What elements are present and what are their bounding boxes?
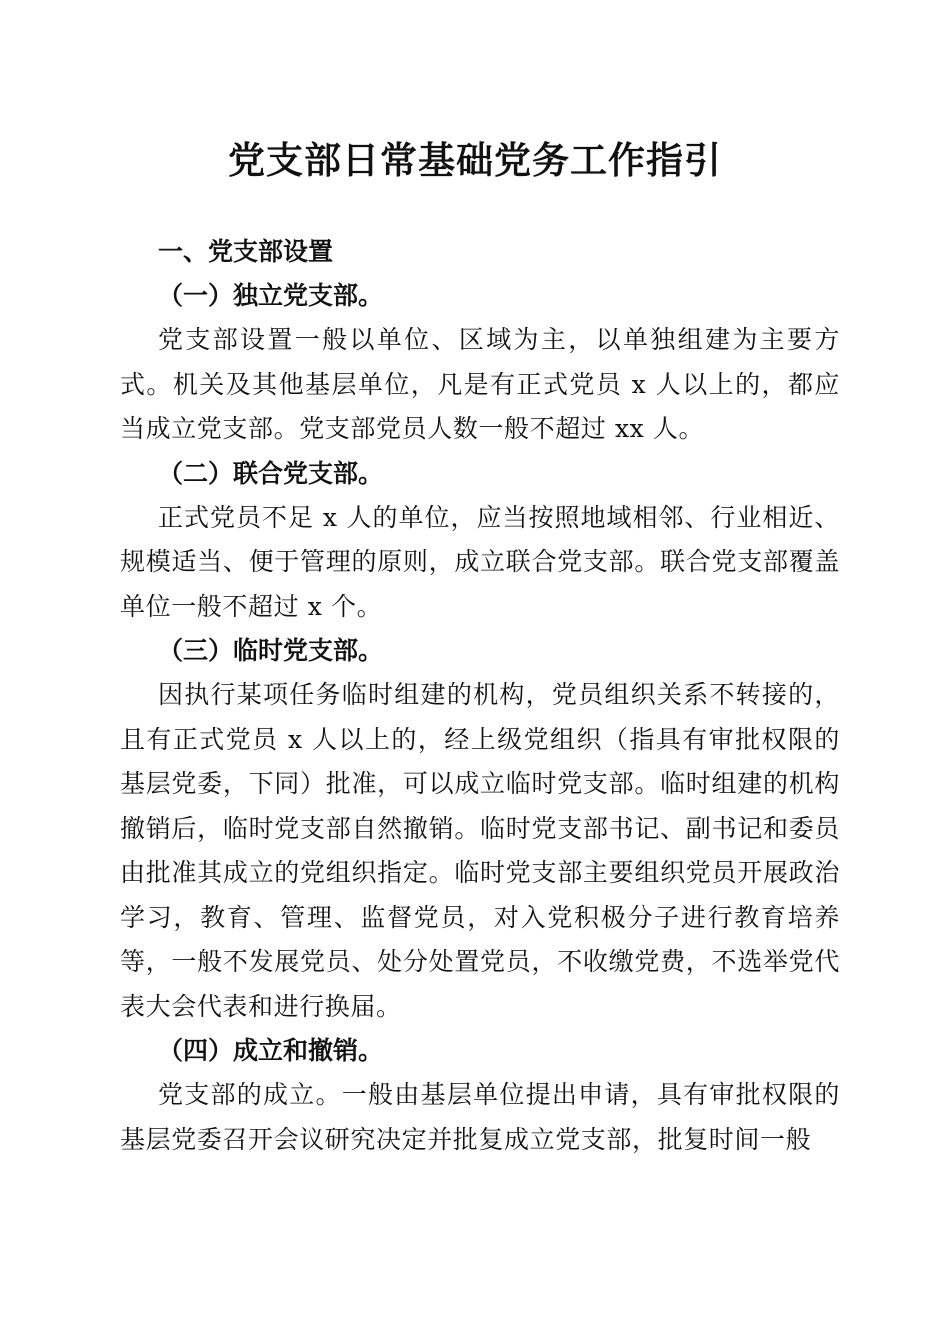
- paragraph-1: 党支部设置一般以单位、区域为主，以单独组建为主要方式。机关及其他基层单位，凡是有正式党员 x 人以上的，都应当成立党支部。党支部党员人数一般不超过 xx 人。: [120, 325, 840, 443]
- paragraph-3: 因执行某项任务临时组建的机构，党员组织关系不转接的，且有正式党员 x 人以上的，经上级党组织（指具有审批权限的基层党委，下同）批准，可以成立临时党支部。临时组建的机构撤销后，临时党支部自然撤销。临时党支部书记、副书记和委员由批准其成立的党组织指定。临时党支部主要组织党员开展政治学习，教育、管理、监督党员，对入党积极分子进行教育培养等，一般不发展党员、处分处置党员，不收缴党费，不选举党代表大会代表和进行换届。: [120, 680, 840, 1021]
- section-heading: 一、党支部设置: [158, 237, 334, 266]
- paragraph-2: 正式党员不足 x 人的单位，应当按照地域相邻、行业相近、规模适当、便于管理的原则，成立联合党支部。联合党支部覆盖单位一般不超过 x 个。: [120, 502, 840, 621]
- subsection-heading-2: （二）联合党支部。: [158, 458, 384, 488]
- document-body: [120, 230, 840, 1162]
- document-title: 党支部日常基础党务工作指引: [228, 138, 722, 182]
- subsection-heading-4: （四）成立和撤销。: [158, 1036, 384, 1065]
- subsection-heading-3: （三）临时党支部。: [158, 636, 384, 665]
- paragraph-4: 党支部的成立。一般由基层单位提出申请，具有审批权限的基层党委召开会议研究决定并批复成立党支部，批复时间一般: [120, 1080, 840, 1154]
- subsection-heading-1: （一）独立党支部。: [158, 281, 384, 310]
